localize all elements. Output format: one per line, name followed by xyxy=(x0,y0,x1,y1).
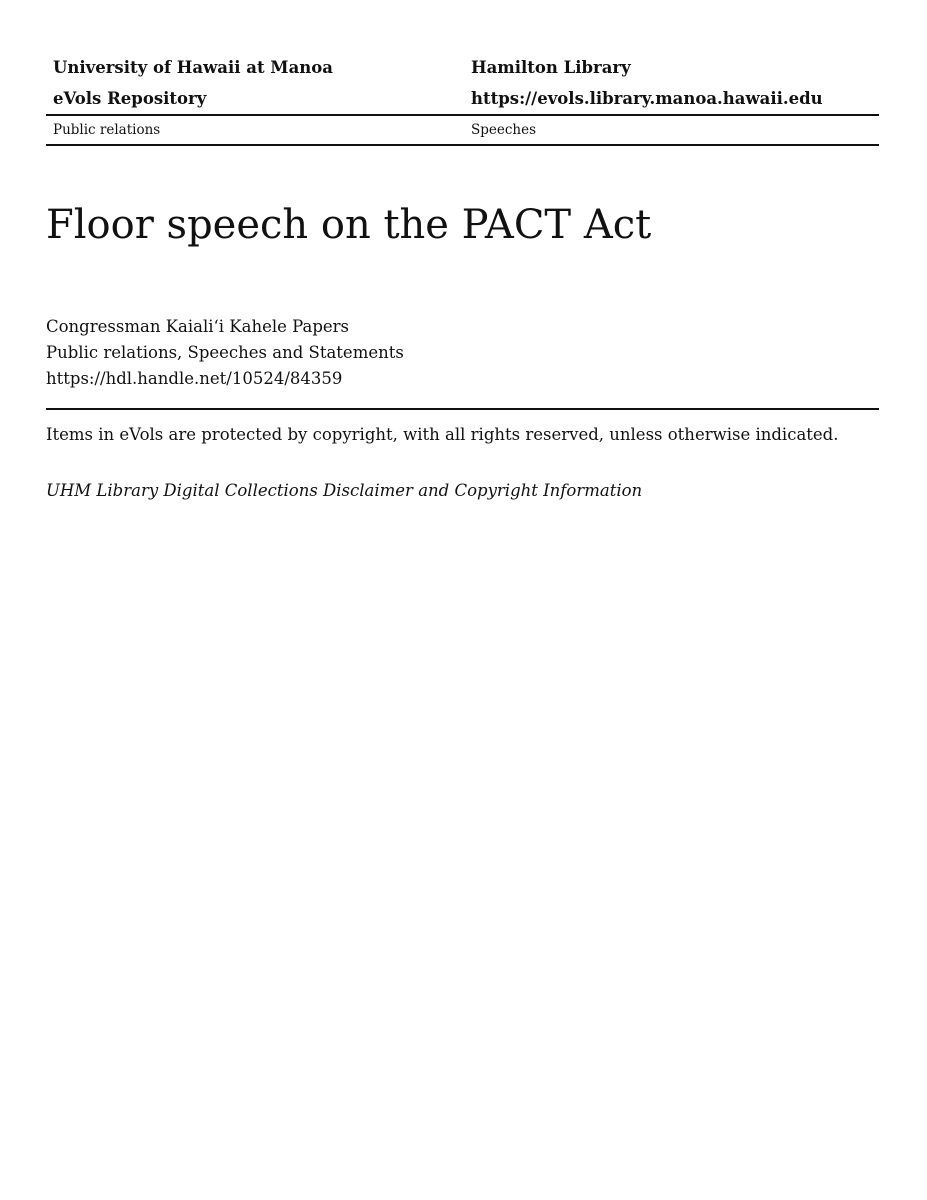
header-divider-bottom xyxy=(46,144,879,146)
collection-name: Congressman Kaiali‘i Kahele Papers xyxy=(46,317,350,336)
copyright-notice: Items in eVols are protected by copyright, with all rights reserved, unless otherwise indicated. xyxy=(46,425,839,444)
category-label: Public relations xyxy=(53,122,161,138)
library-name: Hamilton Library xyxy=(471,58,631,77)
repository-name: eVols Repository xyxy=(53,89,207,108)
disclaimer-link[interactable]: UHM Library Digital Collections Disclaimer and Copyright Information xyxy=(46,481,643,500)
repository-url[interactable]: https://evols.library.manoa.hawaii.edu xyxy=(471,89,823,108)
subcategory-label: Speeches xyxy=(471,122,537,138)
institution-name: University of Hawaii at Manoa xyxy=(53,58,333,77)
footer-divider xyxy=(46,408,879,410)
handle-link[interactable]: https://hdl.handle.net/10524/84359 xyxy=(46,369,343,388)
header-row-2 xyxy=(46,83,879,114)
cover-page xyxy=(46,52,879,504)
header-row-3 xyxy=(46,116,879,144)
document-metadata xyxy=(46,314,879,392)
series-name: Public relations, Speeches and Statements xyxy=(46,343,404,362)
document-title: Floor speech on the PACT Act xyxy=(46,202,652,248)
header-row-1 xyxy=(46,52,879,83)
